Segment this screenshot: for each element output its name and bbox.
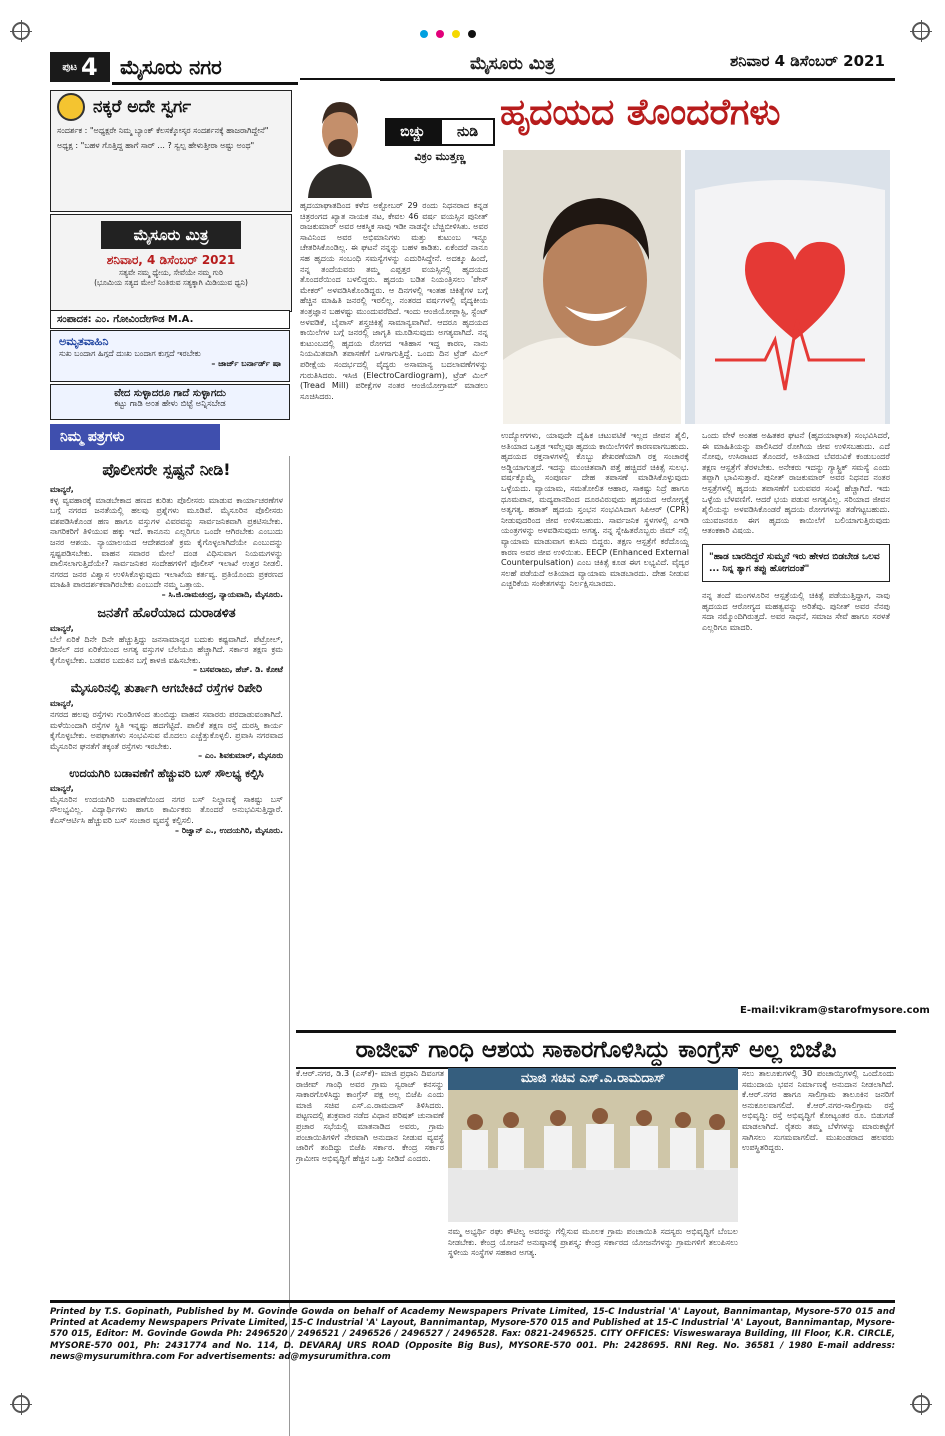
letter-title: ಮೈಸೂರಿನಲ್ಲಿ ತುರ್ತಾಗಿ ಆಗಬೇಕಿದೆ ರಸ್ತೆಗಳ ರಿಪೇರಿ [70, 681, 263, 696]
letter-title: ಪೊಲೀಸರೇ ಸ್ಪಷ್ಟನೆ ನೀಡಿ! [102, 460, 231, 479]
registration-mark [12, 1395, 30, 1413]
joke-line: ಅಧ್ಯಕ್ಷ : "ಬಹಳ ಗೊತ್ತಿದ್ದ ಹಾಗೆ ಸಾರ್ ... ? ಸ್ವಲ್ಪ ಹೇಳುತ್ತೀರಾ ಅಷ್ಟು ಅಂಥ" [57, 141, 255, 150]
page-prefix: ಪುಟ [62, 61, 77, 73]
letter-item [50, 460, 283, 600]
brand-logo: ಮೈಸೂರು ಮಿತ್ರ [101, 221, 241, 249]
color-dot [468, 30, 476, 38]
photo-caption: ಮಾಜಿ ಸಚಿವ ಎಸ್.ಎ.ರಾಮದಾಸ್ [448, 1068, 738, 1090]
article-col-1: ಹೃದಯಾಘಾತದಿಂದ ಕಳೆದ ಅಕ್ಟೋಬರ್ 29 ರಂದು ನಿಧನರಾದ ಕನ್ನಡ ಚಿತ್ರರಂಗದ ಖ್ಯಾತ ನಾಯಕ ನಟ, ಕೇವಲ 46 ವರ್ಷ ವಯಸ್ಸಿನ ಪುನೀತ್ ರಾಜಕುಮಾರ್ ಅವರ ಆಕಸ್ಮಿಕ ಸಾವು ಇಡೀ ನಾಡನ್ನೇ ಬೆಚ್ಚಿಬೀಳಿಸಿತು. ಅವರ ಸಾವಿನಿಂದ ಅವರ ಅಭಿಮಾನಿಗಳು ಮತ್ತು ಕುಟುಂಬ ಇನ್ನೂ ಚೇತರಿಸಿಕೊಂಡಿಲ್ಲ. ಈ ಘಟನೆ ನನ್ನನ್ನು ಬಹಳ ಕಾಡಿತು. ಏಕೆಂದರೆ ನಾನೂ ಸಹ ಹೃದಯ ಸಂಬಂಧಿ ಸಮಸ್ಯೆಗಳನ್ನು ಎದುರಿಸಿದ್ದೇನೆ. ಅದಕ್ಕೂ ಹಿಂದೆ, ನನ್ನ ತಂದೆಯವರು ತಮ್ಮ ಎಪ್ಪತ್ತರ ವಯಸ್ಸಿನಲ್ಲಿ ಹೃದಯದ ತೊಂದರೆಯಿಂದ ಬಳಲಿದ್ದರು. ಹೃದಯ ಬಡಿತ ನಿಯಂತ್ರಿಸಲು 'ಪೇಸ್ ಮೇಕರ್' ಅಳವಡಿಸಿಕೊಂಡಿದ್ದರು. ಆ ದಿನಗಳಲ್ಲಿ ಇಂತಹ ಚಿಕಿತ್ಸೆಗಳ ಬಗ್ಗೆ ಹೆಚ್ಚಿನ ಮಾಹಿತಿ ಜನರಲ್ಲಿ ಇರಲಿಲ್ಲ. ನಂತರದ ವರ್ಷಗಳಲ್ಲಿ ವೈದ್ಯಕೀಯ ತಂತ್ರಜ್ಞಾನ ಬಹಳಷ್ಟು ಮುಂದುವರೆದಿದೆ. ಇಂದು ಆಂಜಿಯೋಪ್ಲಾಸ್ಟಿ, ಸ್ಟೆಂಟ್ ಅಳವಡಿಕೆ, ಬೈಪಾಸ್ ಶಸ್ತ್ರಚಿಕಿತ್ಸೆ ಸಾಮಾನ್ಯವಾಗಿವೆ. ಆದರೂ ಹೃದಯದ ಕಾಯಿಲೆಗಳ ಬಗ್ಗೆ ಜನರಲ್ಲಿ ಜಾಗೃತಿ ಮೂಡಿಸುವುದು ಅಗತ್ಯವಾಗಿದೆ. ನನ್ನ ಕುಟುಂಬದಲ್ಲಿ ಹೃದಯ ರೋಗದ ಇತಿಹಾಸ ಇದ್ದ ಕಾರಣ, ನಾನು ನಿಯಮಿತವಾಗಿ ತಪಾಸಣೆಗೆ ಒಳಗಾಗುತ್ತಿದ್ದೆ. ಒಂದು ದಿನ ಟ್ರೆಡ್ ಮಿಲ್ ಪರೀಕ್ಷೆಯ ಸಂದರ್ಭದಲ್ಲಿ ವೈದ್ಯರು ಅಸಾಮಾನ್ಯ ಬದಲಾವಣೆಗಳನ್ನು ಗುರುತಿಸಿದರು. ಇಸಿಜಿ (ElectroCardiogram), ಟ್ರೆಡ್ ಮಿಲ್ (Tread Mill) ಪರೀಕ್ಷೆಗಳ ನಂತರ ಆಂಜಿಯೋಗ್ರಾಮ್ ಮಾಡಲು ಸೂಚಿಸಿದರು. [300, 200, 488, 401]
author-portrait [300, 80, 380, 198]
registration-mark [912, 22, 930, 40]
proverb-title: ವೇದ ಸುಳ್ಳಾದರೂ ಗಾದೆ ಸುಳ್ಳಾಗದು [114, 388, 226, 399]
amrutha-title: ಅಮೃತವಾಹಿನಿ [59, 335, 109, 348]
article-pull-quote: "ಹಾಡ ಬಾರದಿದ್ದರೆ ಸುಮ್ಮನೆ ಇರು ಹೇಳದ ಬಿಡಬೇಡ ಒಲವ ... ನಿನ್ನ ತ್ಯಾಗ ತಪ್ಪು ಹೋಗದಂತೆ" [702, 544, 890, 582]
article-body [300, 200, 890, 1020]
bottom-col-3: ಸಲು ತಾಲೂಕುಗಳಲ್ಲಿ 30 ಪಂಚಾಯ್ತಿಗಳಲ್ಲಿ ಒಂದೊಂದು ಸಮುದಾಯ ಭವನ ನಿರ್ಮಾಣಕ್ಕೆ ಅನುದಾನ ನೀಡಲಾಗಿದೆ. ಕೆ.ಆರ್.ನಗರ ಹಾಗೂ ಸಾಲಿಗ್ರಾಮ ತಾಲೂಕಿನ ಜನರಿಗೆ ಅನುಕೂಲವಾಗಲಿದೆ. ಕೆ.ಆರ್.ನಗರ-ಸಾಲಿಗ್ರಾಮ ರಸ್ತೆ ಅಭಿವೃದ್ಧಿ: ರಸ್ತೆ ಅಭಿವೃದ್ಧಿಗೆ ಕೋಟ್ಯಂತರ ರೂ. ಬಿಡುಗಡೆ ಮಾಡಲಾಗಿದೆ. ರೈತರು ತಮ್ಮ ಬೆಳೆಗಳನ್ನು ಮಾರುಕಟ್ಟೆಗೆ ಸಾಗಿಸಲು ಸುಗಮವಾಗಲಿದೆ. ಮುಖಂಡರಾದ ಹಲವರು ಉಪಸ್ಥಿತರಿದ್ದರು. [742, 1068, 894, 1153]
letters-column [50, 456, 290, 1436]
letter-salutation: ಮಾನ್ಯರೆ, [50, 484, 74, 494]
page-number: 4 [80, 53, 98, 81]
amrutha-body: ಸುಖ ಬಂದಾಗ ಹಿಗ್ಗದೆ ದುಃಖ ಬಂದಾಗ ಕುಗ್ಗದೆ ಇರಬೇಕು [59, 349, 201, 358]
letter-signature: – ಎಂ. ಶಿವಕುಮಾರ್, ಮೈಸೂರು [198, 751, 283, 761]
joke-title: ನಕ್ಕರೆ ಅದೇ ಸ್ವರ್ಗ [93, 97, 192, 117]
letter-signature: – ಬಸವರಾಜು, ಹೆಚ್. ಡಿ. ಕೋಟೆ [193, 665, 283, 675]
column-name-right: ನುಡಿ [440, 118, 495, 146]
letter-salutation: ಮಾನ್ಯರೆ, [50, 698, 74, 709]
brand-slogan: ಸತ್ಯವೇ ನಮ್ಮ ಧ್ಯೇಯ, ಸೇವೆಯೇ ನಮ್ಮ ಗುರಿ [118, 268, 224, 277]
column-name [385, 118, 495, 146]
article-col-3 [702, 430, 890, 1020]
brand-box [50, 214, 292, 312]
bottom-col-1: ಕೆ.ಆರ್.ನಗರ, ಡಿ.3 (ಎಸ್‌ಕೆ)- ಮಾಜಿ ಪ್ರಧಾನಿ ದಿವಂಗತ ರಾಜೀವ್ ಗಾಂಧಿ ಅವರ ಗ್ರಾಮ ಸ್ವರಾಜ್ ಕನಸನ್ನು ಸಾಕಾರಗೊಳಿಸಿದ್ದು ಕಾಂಗ್ರೆಸ್ ಪಕ್ಷ ಅಲ್ಲ ಬಿಜೆಪಿ ಎಂದು ಮಾಜಿ ಸಚಿವ ಎಸ್.ಎ.ರಾಮದಾಸ್ ತಿಳಿಸಿದರು. ಪಟ್ಟಣದಲ್ಲಿ ಶುಕ್ರವಾರ ನಡೆದ ವಿಧಾನ ಪರಿಷತ್ ಚುನಾವಣೆ ಪ್ರಚಾರ ಸಭೆಯಲ್ಲಿ ಮಾತನಾಡಿದ ಅವರು, ಗ್ರಾಮ ಪಂಚಾಯಿತಿಗಳಿಗೆ ನೇರವಾಗಿ ಅನುದಾನ ನೀಡುವ ವ್ಯವಸ್ಥೆ ಜಾರಿಗೆ ತಂದಿದ್ದು ಬಿಜೆಪಿ ಸರ್ಕಾರ. ಕೇಂದ್ರ ಸರ್ಕಾರ ಗ್ರಾಮೀಣ ಅಭಿವೃದ್ಧಿಗೆ ಹೆಚ್ಚಿನ ಒತ್ತು ನೀಡಿದೆ ಎಂದರು. [296, 1068, 444, 1163]
amrutha-author: – ಜಾರ್ಜ್ ಬರ್ನಾರ್ಡ್ ಷಾ [211, 359, 281, 368]
column-name-left: ಬಿಚ್ಚು [385, 118, 440, 146]
brand-date: ಶನಿವಾರ, 4 ಡಿಸೆಂಬರ್ 2021 [106, 253, 236, 267]
letter-body: ಕಳ್ಳ ವ್ಯವಹಾರಕ್ಕೆ ಮಾಡಬೇಕಾದ ಹಣದ ಕುರಿತು ಪೊಲೀಸರು ಮಾಡುವ ಕಾರ್ಯಾಚರಣೆಗಳ ಬಗ್ಗೆ ನಗರದ ಜನತೆಯಲ್ಲಿ ಹಲವು ಪ್ರಶ್ನೆಗಳು ಮೂಡಿವೆ. ಮೈಸೂರಿನ ಪೊಲೀಸರು ವಶಪಡಿಸಿಕೊಂಡ ಹಣ ಹಾಗೂ ವಸ್ತುಗಳ ವಿವರವನ್ನು ಸಾರ್ವಜನಿಕವಾಗಿ ಪ್ರಕಟಿಸಬೇಕು. ನಾಗರಿಕರಿಗೆ ತಿಳಿಯುವ ಹಕ್ಕು ಇದೆ. ಕಾನೂನು ಎಲ್ಲರಿಗೂ ಒಂದೇ ಆಗಿರಬೇಕು ಎಂಬುದು ಜನರ ಆಶಯ. ನ್ಯಾಯಾಲಯದ ಆದೇಶದಂತೆ ಕ್ರಮ ಕೈಗೊಳ್ಳಲಾಗಿದೆಯೇ ಎಂಬುದನ್ನು ಸ್ಪಷ್ಟಪಡಿಸಬೇಕು. ವಾಹನ ಸವಾರರ ಮೇಲೆ ದಂಡ ವಿಧಿಸುವಾಗ ನಿಯಮಗಳನ್ನು ಪಾಲಿಸಲಾಗುತ್ತಿದೆಯೇ? ಸಾರ್ವಜನಿಕರ ಸಂದೇಹಗಳಿಗೆ ಪೊಲೀಸ್ ಇಲಾಖೆ ಉತ್ತರ ನೀಡಲಿ. ನಗರದ ಜನರ ವಿಶ್ವಾಸ ಉಳಿಸಿಕೊಳ್ಳುವುದು ಇಲಾಖೆಯ ಕರ್ತವ್ಯ. ಪ್ರತಿಯೊಂದು ಪ್ರಕರಣದ ಮಾಹಿತಿ ಪಾರದರ್ಶಕವಾಗಿರಬೇಕು ಎಂಬುದೇ ನಮ್ಮ ಒತ್ತಾಯ. [50, 494, 283, 590]
registration-mark [12, 22, 30, 40]
joke-line: ಸಂದರ್ಶಕ : "ಅಧ್ಯಕ್ಷರೇ ನಿಮ್ಮ ಬ್ಯಾಂಕ್ ಕೆಲಸಕ್ಕೋಸ್ಕರ ಸಂದರ್ಶನಕ್ಕೆ ಹಾಜರಾಗಿದ್ದೇನೆ" [57, 126, 269, 135]
brand-slogan: (ಭೂಮಿಯ ಸತ್ಯದ ಮೇಲೆ ನಿಂತಿರುವ ಸತ್ಯಕ್ಕಾಗಿ ಮಿಡಿಯುವ ಧ್ವನಿ) [94, 278, 248, 287]
bottom-col-2: ನಮ್ಮ ಅಭ್ಯರ್ಥಿ ರಘು ಕೌಟಿಲ್ಯ ಅವರನ್ನು ಗೆಲ್ಲಿಸುವ ಮೂಲಕ ಗ್ರಾಮ ಪಂಚಾಯಿತಿ ಸದಸ್ಯರು ಅಭಿವೃದ್ಧಿಗೆ ಬೆಂಬಲ ನೀಡಬೇಕು. ಕೇಂದ್ರ ಯೋಜನೆ ಅನುಷ್ಠಾನಕ್ಕೆ ಪ್ರಾಶಸ್ತ್ಯ: ಕೇಂದ್ರ ಸರ್ಕಾರದ ಯೋಜನೆಗಳನ್ನು ಗ್ರಾಮಗಳಿಗೆ ತಲುಪಿಸಲು ಸ್ಥಳೀಯ ಸಂಸ್ಥೆಗಳ ಸಹಕಾರ ಅಗತ್ಯ. [448, 1226, 738, 1258]
editor-line: ಸಂಪಾದಕ: ಎಂ. ಗೋವಿಂದೇಗೌಡ M.A. [50, 310, 290, 329]
color-dot [436, 30, 444, 38]
letter-title: ಜನತೆಗೆ ಹೊರೆಯಾದ ದುರಾಡಳಿತ [97, 605, 236, 621]
letter-title: ಉದಯಗಿರಿ ಬಡಾವಣೆಗೆ ಹೆಚ್ಚುವರಿ ಬಸ್ ಸೌಲಭ್ಯ ಕಲ್ಪಿಸಿ [69, 767, 264, 781]
letter-body: ಬೆಲೆ ಏರಿಕೆ ದಿನೇ ದಿನೇ ಹೆಚ್ಚುತ್ತಿದ್ದು ಜನಸಾಮಾನ್ಯರ ಬದುಕು ಕಷ್ಟವಾಗಿದೆ. ಪೆಟ್ರೋಲ್, ಡೀಸೆಲ್ ದರ ಏರಿಕೆಯಿಂದ ಅಗತ್ಯ ವಸ್ತುಗಳ ಬೆಲೆಯೂ ಹೆಚ್ಚಾಗಿದೆ. ಸರ್ಕಾರ ತಕ್ಷಣ ಕ್ರಮ ಕೈಗೊಳ್ಳಬೇಕು. ಬಡವರ ಬದುಕಿನ ಬಗ್ಗೆ ಕಾಳಜಿ ವಹಿಸಬೇಕು. [50, 633, 283, 665]
letter-salutation: ಮಾನ್ಯರೆ, [50, 783, 74, 794]
author-email: E-mail:vikram@starofmysore.com [740, 1005, 930, 1016]
press-meet-photo [448, 1090, 738, 1222]
letter-item [50, 767, 283, 835]
joke-box [50, 90, 292, 212]
page-number-box [50, 52, 110, 82]
letter-salutation: ಮಾನ್ಯರೆ, [50, 622, 74, 633]
letter-item [50, 681, 283, 761]
article-col-3-text: ನನ್ನ ತಂದೆ ಮಂಗಳೂರಿನ ಆಸ್ಪತ್ರೆಯಲ್ಲಿ ಚಿಕಿತ್ಸೆ ಪಡೆಯುತ್ತಿದ್ದಾಗ, ನಾವು ಹೃದಯದ ಆರೋಗ್ಯದ ಮಹತ್ವವನ್ನು ಅರಿತೆವು. ಪುನೀತ್ ಅವರ ನೆನಪು ಸದಾ ನಮ್ಮೊಂದಿಗಿರುತ್ತದೆ. ಅವರ ಸಾಧನೆ, ಸಮಾಜ ಸೇವೆ ಹಾಗೂ ಸರಳತೆ ಎಲ್ಲರಿಗೂ ಮಾದರಿ. [702, 589, 890, 632]
article-col-2: ಉದ್ಯೋಗಗಳು, ಯಾವುದೇ ದೈಹಿಕ ಚಟುವಟಿಕೆ ಇಲ್ಲದ ಜೀವನ ಶೈಲಿ, ಅತಿಯಾದ ಒತ್ತಡ ಇವೆಲ್ಲವೂ ಹೃದಯ ಕಾಯಿಲೆಗಳಿಗೆ ಕಾರಣವಾಗಬಹುದು. ಹೃದಯದ ರಕ್ತನಾಳಗಳಲ್ಲಿ ಕೊಬ್ಬು ಶೇಖರಣೆಯಾಗಿ ರಕ್ತ ಸಂಚಾರಕ್ಕೆ ಅಡ್ಡಿಯಾಗುತ್ತದೆ. ಇದನ್ನು ಮುಂಚಿತವಾಗಿ ಪತ್ತೆ ಹಚ್ಚಿದರೆ ಚಿಕಿತ್ಸೆ ಸುಲಭ. ವರ್ಷಕ್ಕೊಮ್ಮೆ ಸಂಪೂರ್ಣ ದೇಹ ತಪಾಸಣೆ ಮಾಡಿಸಿಕೊಳ್ಳುವುದು ಒಳ್ಳೆಯದು. ವ್ಯಾಯಾಮ, ಸಮತೋಲಿತ ಆಹಾರ, ಸಾಕಷ್ಟು ನಿದ್ರೆ ಹಾಗೂ ಧೂಮಪಾನ, ಮದ್ಯಪಾನದಿಂದ ದೂರವಿರುವುದು ಹೃದಯದ ಆರೋಗ್ಯಕ್ಕೆ ಅತ್ಯಗತ್ಯ. ಹಠಾತ್ ಹೃದಯ ಸ್ತಂಭನ ಸಂಭವಿಸಿದಾಗ ಸಿಪಿಆರ್ (CPR) ನೀಡುವುದರಿಂದ ಜೀವ ಉಳಿಸಬಹುದು. ಸಾರ್ವಜನಿಕ ಸ್ಥಳಗಳಲ್ಲಿ ಎಇಡಿ ಯಂತ್ರಗಳನ್ನು ಅಳವಡಿಸುವುದು ಅಗತ್ಯ. ನನ್ನ ಸ್ನೇಹಿತರೊಬ್ಬರು ಜಿಮ್ ನಲ್ಲಿ ವ್ಯಾಯಾಮ ಮಾಡುವಾಗ ಕುಸಿದು ಬಿದ್ದರು. ತಕ್ಷಣ ಆಸ್ಪತ್ರೆಗೆ ಕರೆದೊಯ್ದ ಕಾರಣ ಅವರ ಜೀವ ಉಳಿಯಿತು. EECP (Enhanced External Counterpulsation) ಎಂಬ ಚಿಕಿತ್ಸೆ ಕೂಡ ಈಗ ಲಭ್ಯವಿದೆ. ವೈದ್ಯರ ಸಲಹೆ ಪಡೆಯದೆ ಅತಿಯಾದ ವ್ಯಾಯಾಮ ಮಾಡಬಾರದು. ದೇಹ ನೀಡುವ ಎಚ್ಚರಿಕೆಯ ಸಂಕೇತಗಳನ್ನು ನಿರ್ಲಕ್ಷಿಸಬಾರದು. [501, 430, 689, 589]
author-name: ವಿಕ್ರಂ ಮುತ್ತಣ್ಣ [414, 150, 466, 163]
bottom-headline: ರಾಜೀವ್ ಗಾಂಧಿ ಆಶಯ ಸಾಕಾರಗೊಳಿಸಿದ್ದು ಕಾಂಗ್ರೆಸ್ ಅಲ್ಲ ಬಿಜೆಪಿ [296, 1030, 896, 1069]
registration-mark [912, 1395, 930, 1413]
letters-logo: ನಿಮ್ಮ ಪತ್ರಗಳು [50, 424, 220, 450]
section-title: ಮೈಸೂರು ನಗರ [112, 52, 298, 85]
color-dot [452, 30, 460, 38]
color-dot [420, 30, 428, 38]
smiley-icon [57, 93, 85, 121]
letter-signature: – ಸಿ.ಜಿ.ರಾಮಚಂದ್ರ, ನ್ಯಾಯವಾದಿ, ಮೈಸೂರು. [161, 589, 283, 599]
paper-brand: ಮೈಸೂರು ಮಿತ್ರ [470, 54, 555, 74]
letter-item [50, 606, 283, 675]
article-headline: ಹೃದಯದ ತೊಂದರೆಗಳು [500, 92, 781, 133]
letter-signature: – ರಿಜ್ವಾನ್ ಎ., ಉದಯಗಿರಿ, ಮೈಸೂರು. [175, 825, 283, 835]
proverb-box [50, 384, 290, 420]
article-col-3-text: ಒಂದು ವೇಳೆ ಅಂತಹ ಅಹಿತಕರ ಘಟನೆ (ಹೃದಯಾಘಾತ) ಸಂಭವಿಸಿದರೆ, ಈ ಮಾಹಿತಿಯನ್ನು ಪಾಲಿಸಿದರೆ ರೋಗಿಯ ಜೀವ ಉಳಿಸಬಹುದು. ಎದೆ ನೋವು, ಉಸಿರಾಟದ ತೊಂದರೆ, ಅತಿಯಾದ ಬೆವರುವಿಕೆ ಕಂಡುಬಂದರೆ ತಕ್ಷಣ ಆಸ್ಪತ್ರೆಗೆ ತೆರಳಬೇಕು. ಅನೇಕರು ಇದನ್ನು ಗ್ಯಾಸ್ಟ್ರಿಕ್ ಸಮಸ್ಯೆ ಎಂದು ತಪ್ಪಾಗಿ ಭಾವಿಸುತ್ತಾರೆ. ಪುನೀತ್ ರಾಜಕುಮಾರ್ ಅವರ ನಿಧನದ ನಂತರ ಆಸ್ಪತ್ರೆಗಳಲ್ಲಿ ಹೃದಯ ತಪಾಸಣೆಗೆ ಬರುವವರ ಸಂಖ್ಯೆ ಹೆಚ್ಚಾಗಿದೆ. ಇದು ಒಳ್ಳೆಯ ಬೆಳವಣಿಗೆ. ಆದರೆ ಭಯ ಪಡುವ ಅಗತ್ಯವಿಲ್ಲ. ಸರಿಯಾದ ಜೀವನ ಶೈಲಿಯನ್ನು ಅಳವಡಿಸಿಕೊಂಡರೆ ಹೃದಯ ರೋಗಗಳನ್ನು ತಡೆಗಟ್ಟಬಹುದು. ಯುವಜನರೂ ಈಗ ಹೃದಯ ಕಾಯಿಲೆಗೆ ಬಲಿಯಾಗುತ್ತಿರುವುದು ಆತಂಕಕಾರಿ ವಿಷಯ. [702, 430, 890, 536]
letter-body: ಮೈಸೂರಿನ ಉದಯಗಿರಿ ಬಡಾವಣೆಯಿಂದ ನಗರ ಬಸ್ ನಿಲ್ದಾಣಕ್ಕೆ ಸಾಕಷ್ಟು ಬಸ್ ಸೌಲಭ್ಯವಿಲ್ಲ. ವಿದ್ಯಾರ್ಥಿಗಳು ಹಾಗೂ ಕಾರ್ಮಿಕರು ತೊಂದರೆ ಅನುಭವಿಸುತ್ತಿದ್ದಾರೆ. ಕೆಎಸ್ಆರ್ಟಿಸಿ ಹೆಚ್ಚುವರಿ ಬಸ್ ಸಂಚಾರ ವ್ಯವಸ್ಥೆ ಕಲ್ಪಿಸಲಿ. [50, 793, 283, 826]
masthead-rule [300, 78, 895, 81]
proverb-body: ಕಟ್ಟು ಗಾಡಿ ಅಂತ ಹೇಳು ಬಿಟ್ಟೆ ಅನ್ನಿಸಬೇಡ [114, 399, 226, 409]
issue-date: ಶನಿವಾರ 4 ಡಿಸೆಂಬರ್ 2021 [730, 52, 885, 70]
imprint-line: Printed by T.S. Gopinath, Published by M. Govinde Gowda on behalf of Academy Newspapers Private Limited, 15-C Industrial 'A' Layout, Bannimantap, Mysore-570 015 and Printed at Academy Newspapers Private Limited, 15-C Industrial 'A' Layout, Bannimantap, Mysore-570 015 and Published at 15-C Industrial 'A' Layout, Bannimantap, Mysore-570 015, Editor: M. Govinde Gowda Ph: 2496520 / 2496521 / 2496526 / 2496527 / 2496528. Fax: 0821-2496525. CITY OFFICES: Visweswaraya Building, III Floor, K.R. CIRCLE, MYSORE-570 001, Ph: 2431774 and No. 114, D. DEVARAJ URS ROAD (Opposite Big Bus), MYSORE-570 001. Ph: 2428695. RNI Reg. No. 36581 / 1980 E-mail address: news@mysurumithra.com For advertisements: ad@mysurumithra.com [50, 1300, 895, 1363]
letter-body: ನಗರದ ಹಲವು ರಸ್ತೆಗಳು ಗುಂಡಿಗಳಿಂದ ತುಂಬಿದ್ದು ವಾಹನ ಸವಾರರು ಪರದಾಡುವಂತಾಗಿದೆ. ಮಳೆಯಿಂದಾಗಿ ರಸ್ತೆಗಳ ಸ್ಥಿತಿ ಇನ್ನಷ್ಟು ಹದಗೆಟ್ಟಿದೆ. ಪಾಲಿಕೆ ತಕ್ಷಣ ರಸ್ತೆ ದುರಸ್ತಿ ಕಾರ್ಯ ಕೈಗೊಳ್ಳಬೇಕು. ಅಪಘಾತಗಳು ಸಂಭವಿಸುವ ಮೊದಲು ಎಚ್ಚೆತ್ತುಕೊಳ್ಳಲಿ. ಪ್ರವಾಸಿ ನಗರವಾದ ಮೈಸೂರಿನ ಘನತೆಗೆ ತಕ್ಕಂತೆ ರಸ್ತೆಗಳು ಇರಬೇಕು. [50, 708, 283, 751]
quote-box-amrutha [50, 330, 290, 382]
